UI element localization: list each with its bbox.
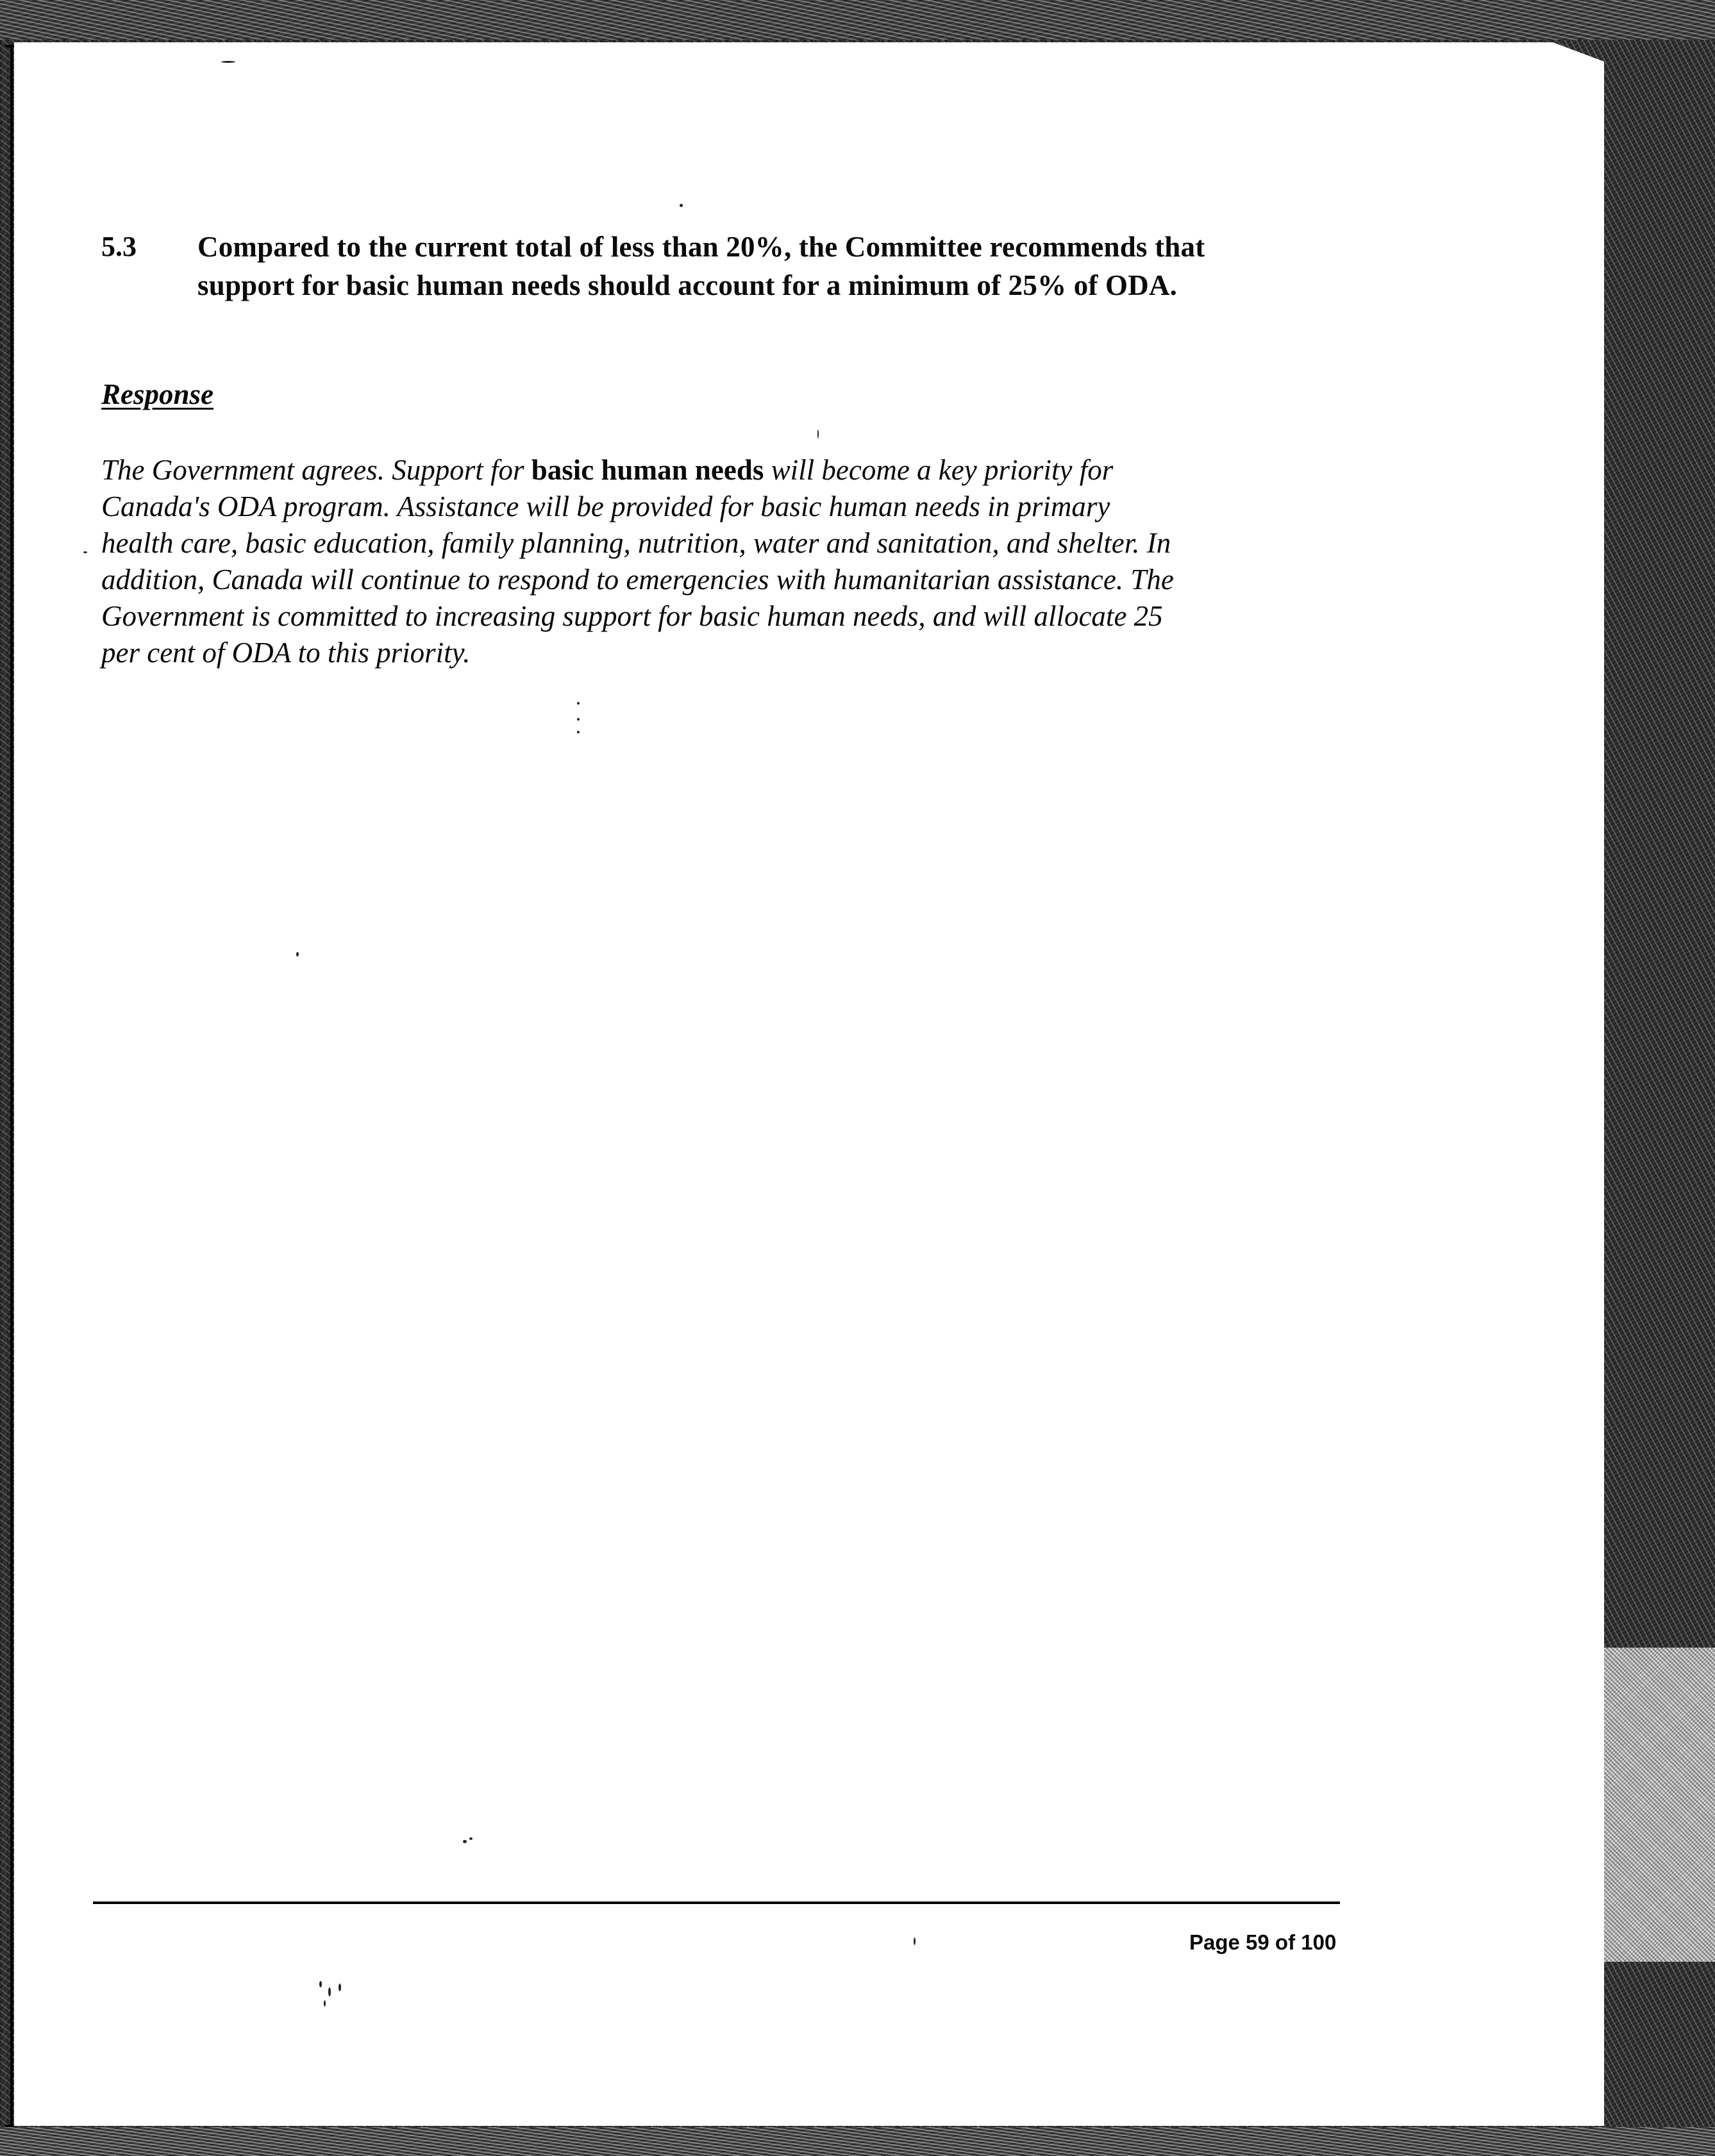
response-line: Government is committed to increasing support for basic human needs, and will allocate 25 (101, 600, 1163, 632)
recommendation-number: 5.3 (101, 231, 137, 262)
scan-speck (296, 952, 299, 957)
footer-rule (93, 1901, 1340, 1904)
scan-speck (577, 731, 580, 733)
response-line (101, 452, 1384, 489)
scan-speck (577, 702, 580, 705)
scan-speck (328, 1987, 331, 1996)
response-body (101, 452, 1384, 671)
response-emphasis: basic human needs (531, 454, 764, 486)
response-line: health care, basic education, family planning, nutrition, water and sanitation, and shelter. In (101, 527, 1171, 559)
scan-speck (83, 551, 87, 553)
response-line: addition, Canada will continue to respond to emergencies with humanitarian assistance. The (101, 564, 1174, 596)
scan-speck (324, 2000, 326, 2007)
scan-speck (319, 1981, 322, 1987)
response-heading: Response (101, 378, 214, 410)
recommendation-text (197, 228, 1351, 305)
response-line: per cent of ODA to this priority. (101, 637, 471, 669)
scan-speck (469, 1837, 473, 1840)
recommendation-line: Compared to the current total of less than 20%, the Committee recommends that (197, 231, 1205, 263)
scan-speck (463, 1840, 467, 1843)
scan-speck (914, 1937, 916, 1945)
response-text: will become a key priority for (764, 454, 1114, 486)
page-number: Page 59 of 100 (1189, 1930, 1337, 1954)
response-line: Canada's ODA program. Assistance will be provided for basic human needs in primary (101, 490, 1110, 522)
scan-speck (817, 430, 819, 439)
recommendation-line: support for basic human needs should account for a minimum of 25% of ODA. (197, 269, 1178, 301)
scan-speck (577, 718, 580, 721)
scan-speck (221, 61, 235, 63)
response-text: The Government agrees. Support for (101, 454, 531, 486)
scan-speck (680, 204, 683, 207)
scan-speck (339, 1984, 341, 1991)
